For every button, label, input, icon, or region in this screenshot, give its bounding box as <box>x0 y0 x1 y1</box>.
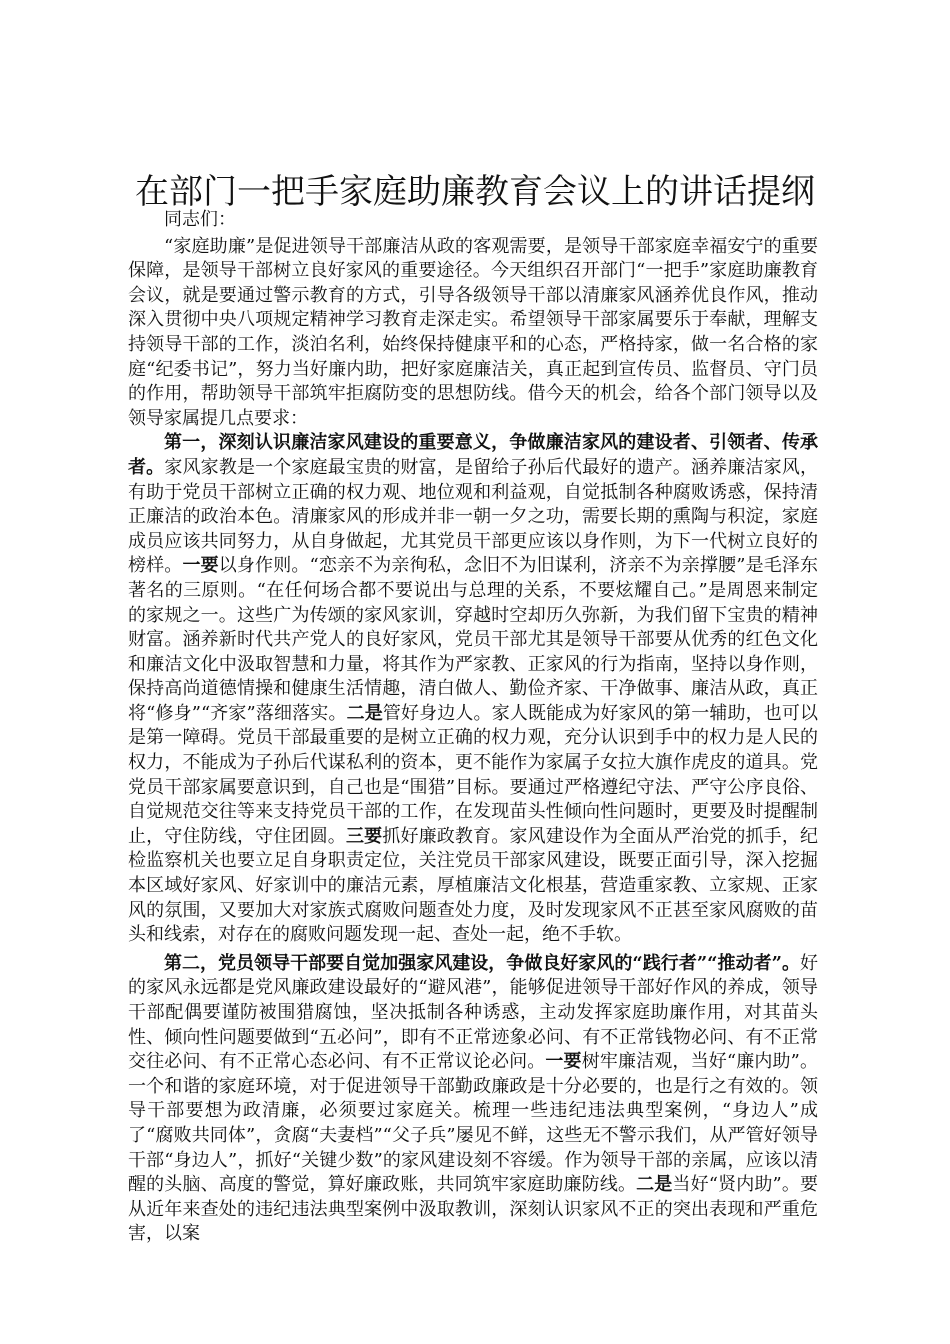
section-2-point-1-text: 树牢廉洁观，当好“廉内助”。一个和谐的家庭环境，对于促进领导干部勤政廉政是十分必要的，也是行之有效的。领导干部要想为政清廉，必须要过家庭关。梳理一些违纪违法典型案例，“身边人”成了“腐败共同体”，贪腐“夫妻档”“父子兵”屡见不鲜，这些无不警示我们，从严管好领导干部“身边人”，抓好“关键少数”的家风建设刻不容缓。作为领导干部的亲属，应该以清醒的头脑、高度的警觉，算好廉政账，共同筑牢家庭助廉防线。 <box>128 1051 819 1196</box>
section-1-point-2-text: 管好身边人。家人既能成为好家风的第一辅助，也可以是第一障碍。党员干部最重要的是树立正确的权力观，充分认识到手中的权力是人民的权力，不能成为子孙后代谋私利的资本，更不能作为家属子女拉大旗作虎皮的道具。党党员干部家属要意识到，自己也是“围猎”目标。要通过严格遵纪守法、严守公序良俗、自觉规范交往等来支持党员干部的工作，在发现苗头性倾向性问题时，更要及时提醒制止，守住防线，守住团圆。 <box>128 702 819 847</box>
section-1-point-1-text: 以身作则。“恋亲不为亲徇私，念旧不为旧谋利，济亲不为亲撑腰”是毛泽东著名的三原则。“在任何场合都不要说出与总理的关系，不要炫耀自己。”是周恩来制定的家规之一。这些广为传颂的家风家训，穿越时空却历久弥新，为我们留下宝贵的精神财富。涵养新时代共产党人的良好家风，党员干部尤其是领导干部要从优秀的红色文化和廉洁文化中汲取智慧和力量，将其作为严家教、正家风的行为指南，坚持以身作则，保持高尚道德情操和健康生活情趣，清白做人、勤俭齐家、干净做事、廉洁从政，真正将“修身”“齐家”落细落实。 <box>128 555 819 724</box>
document-title: 在部门一把手家庭助廉教育会议上的讲话提纲 <box>135 172 815 212</box>
section-1-lead: 家风家教是一个家庭最宝贵的财富，是留给子孙后代最好的遗产。涵养廉洁家风，有助于党员干部树立正确的权力观、地位观和利益观，自觉抵制各种腐败诱惑，保持清正廉洁的政治本色。清廉家风的形成并非一朝一夕之功，需要长期的熏陶与积淀，家庭成员应该共同努力，从自身做起，尤其党员干部更应该以身作则，为下一代树立良好的榜样。 <box>128 456 818 577</box>
section-1-paragraph <box>128 431 818 947</box>
section-2-lead: 好的家风永远都是党风廉政建设最好的“避风港”，能够促进领导干部好作风的养成，领导干部配偶要谨防被围猎腐蚀，坚决抵制各种诱惑，主动发挥家庭助廉作用，对其苗头性、倾向性问题要做到“五必问”，即有不正常迹象必问、有不正常钱物必问、有不正常交往必问、有不正常心态必问、有不正常议论必问。 <box>128 952 818 1073</box>
section-1-point-2-marker: 二是 <box>346 702 383 724</box>
greeting: 同志们： <box>164 209 236 230</box>
section-2-point-2-marker: 二是 <box>636 1174 673 1196</box>
section-1-point-3-text: 抓好廉政教育。家风建设作为全面从严治党的抓手，纪检监察机关也要立足自身职责定位，关注党员干部家风建设，既要正面引导，深入挖掘本区域好家风、好家训中的廉洁元素，厚植廉洁文化根基，营造重家教、立家规、正家风的氛围，又要加大对家族式腐败问题查处力度，及时发现家风不正甚至家风腐败的苗头和线索，对存在的腐败问题发现一起、查处一起，绝不手软。 <box>128 825 819 946</box>
section-1-point-1-marker: 一要 <box>182 555 219 577</box>
intro-paragraph: “家庭助廉”是促进领导干部廉洁从政的客观需要，是领导干部家庭幸福安宁的重要保障，是领导干部树立良好家风的重要途径。今天组织召开部门“一把手”家庭助廉教育会议，就是要通过警示教育的方式，引导各级领导干部以清廉家风涵养优良作风，推动深入贯彻中央八项规定精神学习教育走深走实。希望领导干部家属要乐于奉献，理解支持领导干部的工作，淡泊名利，始终保持健康平和的心态，严格持家，做一名合格的家庭“纪委书记”，努力当好廉内助，把好家庭廉洁关，真正起到宣传员、监督员、守门员的作用，帮助领导干部筑牢拒腐防变的思想防线。借今天的机会，给各个部门领导以及领导家属提几点要求： <box>128 235 818 429</box>
section-2-point-1-marker: 一要 <box>545 1051 582 1073</box>
section-2-heading: 第二，党员领导干部要自觉加强家风建设，争做良好家风的“践行者”“推动者”。 <box>164 952 800 974</box>
document-body <box>128 208 818 1247</box>
section-2-paragraph <box>128 952 818 1247</box>
section-1-heading: 第一，深刻认识廉洁家风建设的重要意义，争做廉洁家风的建设者、引领者、传承者。 <box>128 432 818 478</box>
section-2-point-2-text: 当好“贤内助”。要从近年来查处的违纪违法典型案例中汲取教训，深刻认识家风不正的突出表现和严重危害，以案 <box>128 1174 819 1245</box>
section-1-point-3-marker: 三要 <box>345 825 383 847</box>
